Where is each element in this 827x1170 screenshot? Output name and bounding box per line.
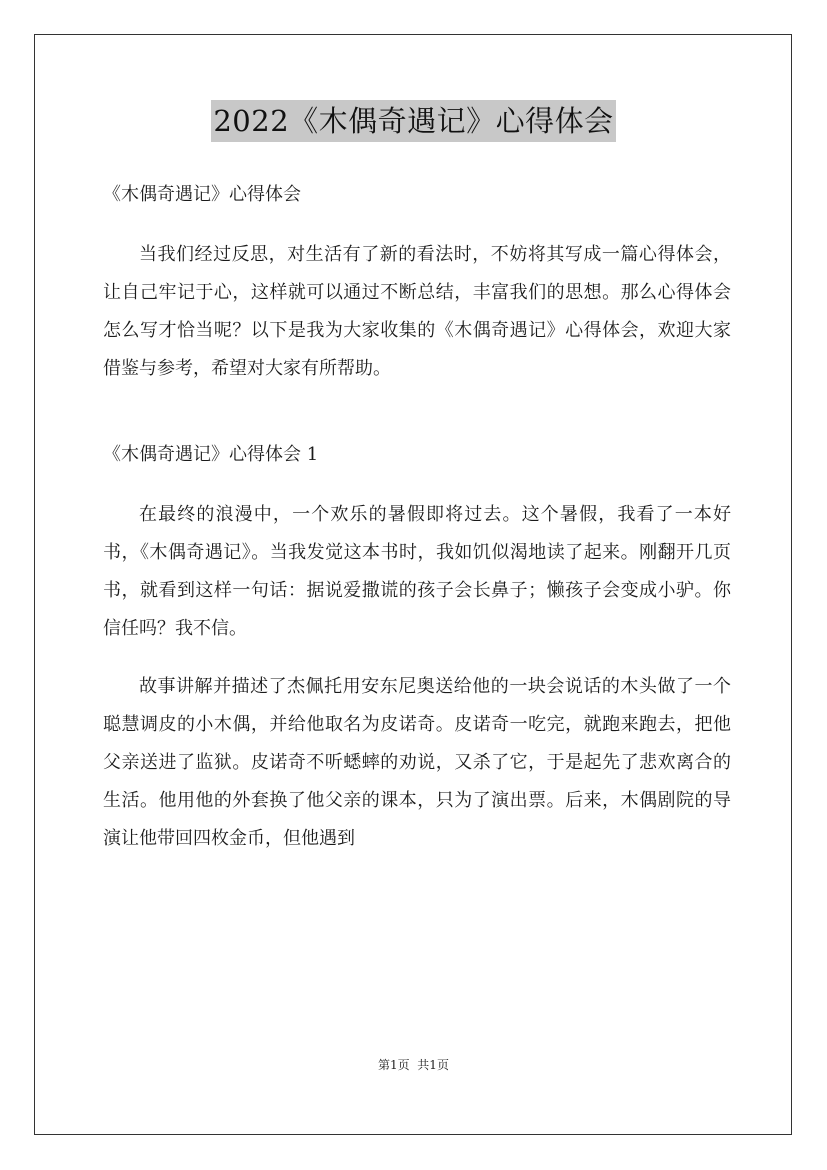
paragraph: 在最终的浪漫中，一个欢乐的暑假即将过去。这个暑假，我看了一本好书，《木偶奇遇记》。当我发觉这本书时，我如饥似渴地读了起来。刚翻开几页书，就看到这样一句话：据说爱撒谎的孩子会长鼻子；懒孩子会变成小驴。你信任吗？我不信。	[103, 504, 731, 639]
section-heading: 《木偶奇遇记》心得体会	[103, 184, 301, 205]
document-body	[103, 176, 731, 858]
page-footer: 第1页 共1页	[378, 1058, 449, 1072]
paragraph: 当我们经过反思，对生活有了新的看法时，不妨将其写成一篇心得体会，让自己牢记于心，这样就可以通过不断总结，丰富我们的思想。那么心得体会怎么写才恰当呢？以下是我为大家收集的《木偶奇遇记》心得体会，欢迎大家借鉴与参考，希望对大家有所帮助。	[103, 244, 731, 379]
paragraph: 故事讲解并描述了杰佩托用安东尼奥送给他的一块会说话的木头做了一个聪慧调皮的小木偶，并给他取名为皮诺奇。皮诺奇一吃完，就跑来跑去，把他父亲送进了监狱。皮诺奇不听蟋蟀的劝说，又杀了它，于是起先了悲欢离合的生活。他用他的外套换了他父亲的课本，只为了演出票。后来，木偶剧院的导演让他带回四枚金币，但他遇到	[103, 676, 731, 849]
section-heading: 《木偶奇遇记》心得体会 1	[103, 444, 319, 465]
document-title: 2022《木偶奇遇记》心得体会	[211, 100, 615, 142]
title-container	[0, 100, 827, 142]
